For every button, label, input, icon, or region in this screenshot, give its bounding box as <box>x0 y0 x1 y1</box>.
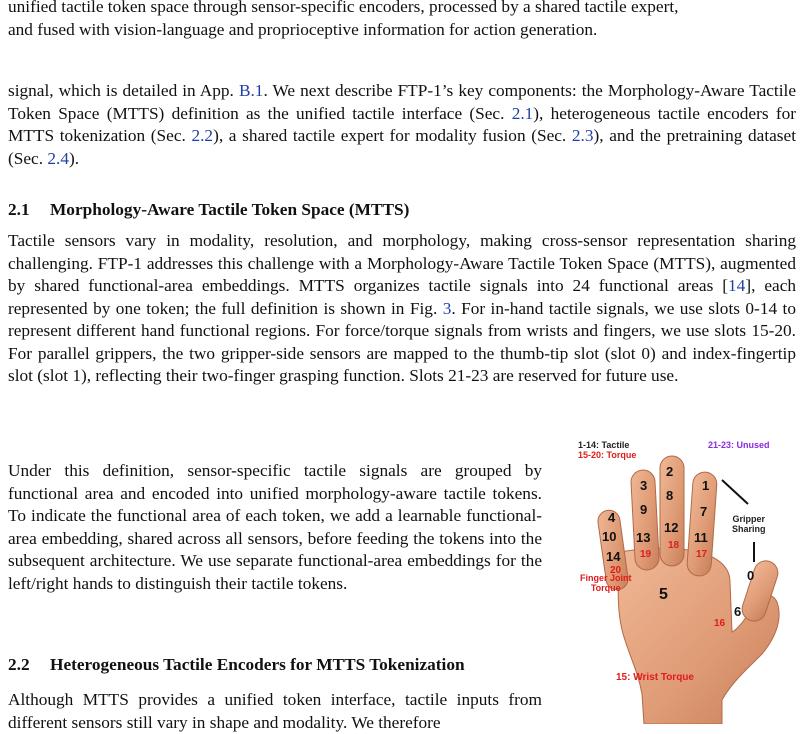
section-heading-2-2 <box>8 654 465 676</box>
slot-7: 7 <box>700 504 708 519</box>
gripper-line-1 <box>722 480 748 504</box>
mtts-text-2: ], each represented by one token; the full definition is shown in Fig. <box>8 276 797 318</box>
ref-sec-2-1[interactable]: 2.1 <box>511 103 534 123</box>
intro-paragraph <box>8 80 796 170</box>
intro-text-6: ). <box>68 148 80 168</box>
slot-17: 17 <box>696 549 708 560</box>
slot-10: 10 <box>602 529 617 544</box>
slot-6: 6 <box>734 604 742 619</box>
section-title: Morphology-Aware Tactile Token Space (MTTS) <box>50 200 410 219</box>
slot-16: 16 <box>714 618 726 629</box>
mtts-text-1: Tactile sensors vary in modality, resolution, and morphology, making cross-sensor representation sharing challenging. FTP-1 addresses this challenge with a Morphology-Aware Tactile Token Space (MTTS), augmented by shared functional-area embeddings. MTTS organizes tactile signals into 24 functional areas [ <box>8 231 796 295</box>
slot-11: 11 <box>694 530 708 545</box>
section-title: Heterogeneous Tactile Encoders for MTTS Tokenization <box>50 655 465 674</box>
intro-text-2: . We next describe FTP-1’s key components: the Morphology-Aware Tactile Token Space (MTTS) definition as the unified tactile interface (Sec. <box>8 81 796 123</box>
section-number: 2.2 <box>8 655 30 674</box>
ref-appendix-b1[interactable]: B.1 <box>238 81 264 100</box>
ref-sec-2-3[interactable]: 2.3 <box>571 126 594 145</box>
slot-12: 12 <box>664 520 679 535</box>
legend-torque: 15-20: Torque <box>578 450 637 460</box>
slot-3: 3 <box>640 478 648 493</box>
mtts-text-3: . For in-hand tactile signals, we use slots 0-14 to represent different hand functional regions. For force/torque signals from wrists and fingers, we use slots 15-20. For parallel grippers, the two gripper-side sensors are mapped to the thumb-tip slot (slot 0) and index-fingertip slot (slot 1), reflecting their two-finger grasping function. Slots 21-23 are reserved for future use. <box>8 298 796 385</box>
intro-text-4: ), a shared tactile expert for modality fusion (Sec. <box>213 126 572 145</box>
wrist-torque-label: 15: Wrist Torque <box>616 672 694 683</box>
slot-8: 8 <box>666 488 674 503</box>
ref-sec-2-2[interactable]: 2.2 <box>191 126 214 145</box>
ref-fig-3[interactable]: 3 <box>442 298 452 318</box>
section-heading-2-1 <box>8 199 409 221</box>
slot-1: 1 <box>702 478 710 493</box>
gripper-label-line-2: Sharing <box>732 524 766 534</box>
slot-4: 4 <box>608 510 616 525</box>
intro-text-1: signal, which is detailed in App. <box>8 81 239 100</box>
legend-tactile: 1-14: Tactile <box>578 440 630 450</box>
functional-area-paragraph: Under this definition, sensor-specific tactile signals are grouped by functional area and encoded into unified morphology-aware tactile tokens. To indicate the functional area of each token, we add a learnable functional-area embedding, shared across all sensors, before feeding the tokens into the subsequent architecture. We use separate functional-area embeddings for the left/right hands to distinguish their tactile tokens. <box>8 461 542 593</box>
caption-line-2: and fused with vision-language and proprioceptive information for action generation. <box>8 19 598 39</box>
slot-14: 14 <box>606 549 621 564</box>
legend-unused: 21-23: Unused <box>708 440 770 450</box>
finger-joint-torque-label <box>580 573 632 593</box>
caption-line-1: unified tactile token space through sensor-specific encoders, processed by a shared tactile expert, <box>8 0 679 16</box>
slot-19: 19 <box>640 549 652 560</box>
mtts-paragraph <box>8 230 796 388</box>
intro-text-5: ), and the pretraining dataset (Sec. <box>8 126 797 168</box>
section-number: 2.1 <box>8 200 30 219</box>
ref-sec-2-4[interactable]: 2.4 <box>47 148 69 168</box>
mtts-hand-figure <box>572 432 796 724</box>
finger-joint-line-2: Torque <box>590 583 621 593</box>
slot-13: 13 <box>636 530 651 545</box>
encoder-paragraph: Although MTTS provides a unified token interface, tactile inputs from different sensors still vary in shape and modality. We therefore <box>8 690 542 732</box>
finger-joint-line-1: Finger Joint <box>580 573 632 583</box>
slot-18: 18 <box>668 540 680 551</box>
slot-9: 9 <box>640 502 648 517</box>
gripper-label-line-1: Gripper <box>732 514 766 524</box>
slot-5: 5 <box>659 586 668 603</box>
slot-20: 20 <box>610 565 622 576</box>
gripper-sharing-label <box>732 514 766 534</box>
slot-2: 2 <box>666 464 674 479</box>
intro-text-3: ), heterogeneous tactile encoders for MTTS tokenization (Sec. <box>8 103 796 145</box>
slot-0: 0 <box>747 568 755 583</box>
figure-caption-tail <box>8 0 796 41</box>
ref-citation-14[interactable]: 14 <box>728 276 746 295</box>
